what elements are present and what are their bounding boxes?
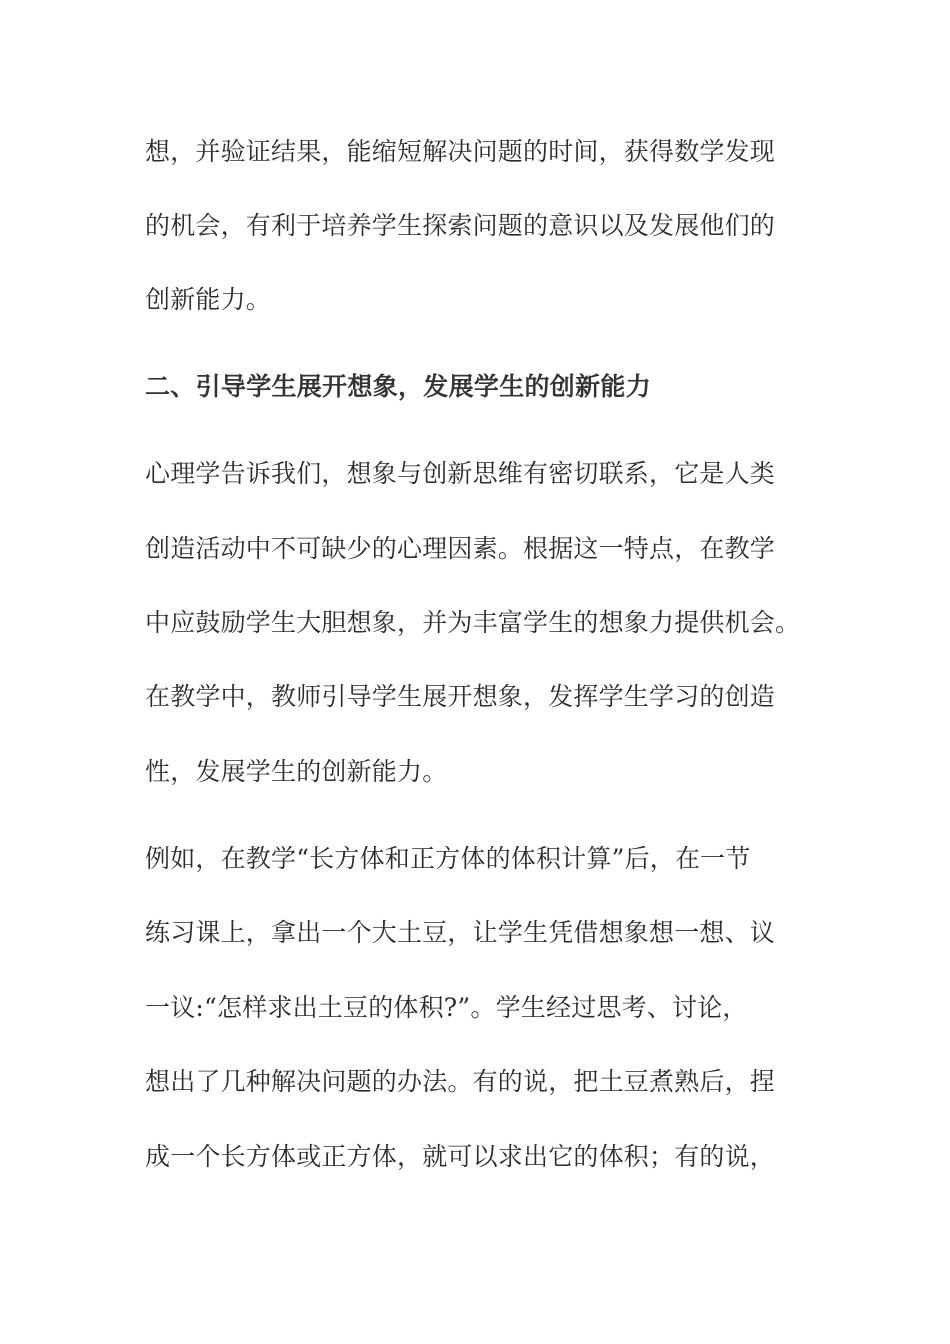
paragraph-line: 例如，在教学“长方体和正方体的体积计算”后，在一节: [145, 844, 751, 873]
paragraph-line: 想出了几种解决问题的办法。有的说，把土豆煮熟后，捏: [145, 1067, 776, 1096]
paragraph-line: 一议:“怎样求出土豆的体积?”。学生经过思考、讨论，: [145, 993, 748, 1022]
section-heading: 二、引导学生展开想象，发展学生的创新能力: [145, 372, 652, 401]
paragraph-line: 练习课上，拿出一个大土豆，让学生凭借想象想一想、议: [145, 918, 776, 947]
paragraph-line: 创新能力。: [145, 285, 272, 314]
paragraph-line: 中应鼓励学生大胆想象，并为丰富学生的想象力提供机会。: [145, 608, 801, 637]
paragraph-line: 的机会，有利于培养学生探索问题的意识以及发展他们的: [145, 211, 776, 240]
paragraph-line: 在教学中，教师引导学生展开想象，发挥学生学习的创造: [145, 682, 776, 711]
paragraph-line: 成一个长方体或正方体，就可以求出它的体积；有的说，: [145, 1142, 776, 1171]
paragraph-line: 心理学告诉我们，想象与创新思维有密切联系，它是人类: [145, 459, 776, 488]
paragraph-line: 创造活动中不可缺少的心理因素。根据这一特点，在教学: [145, 534, 776, 563]
paragraph-line: 想，并验证结果，能缩短解决问题的时间，获得数学发现: [145, 137, 776, 166]
paragraph-line: 性，发展学生的创新能力。: [145, 757, 448, 786]
